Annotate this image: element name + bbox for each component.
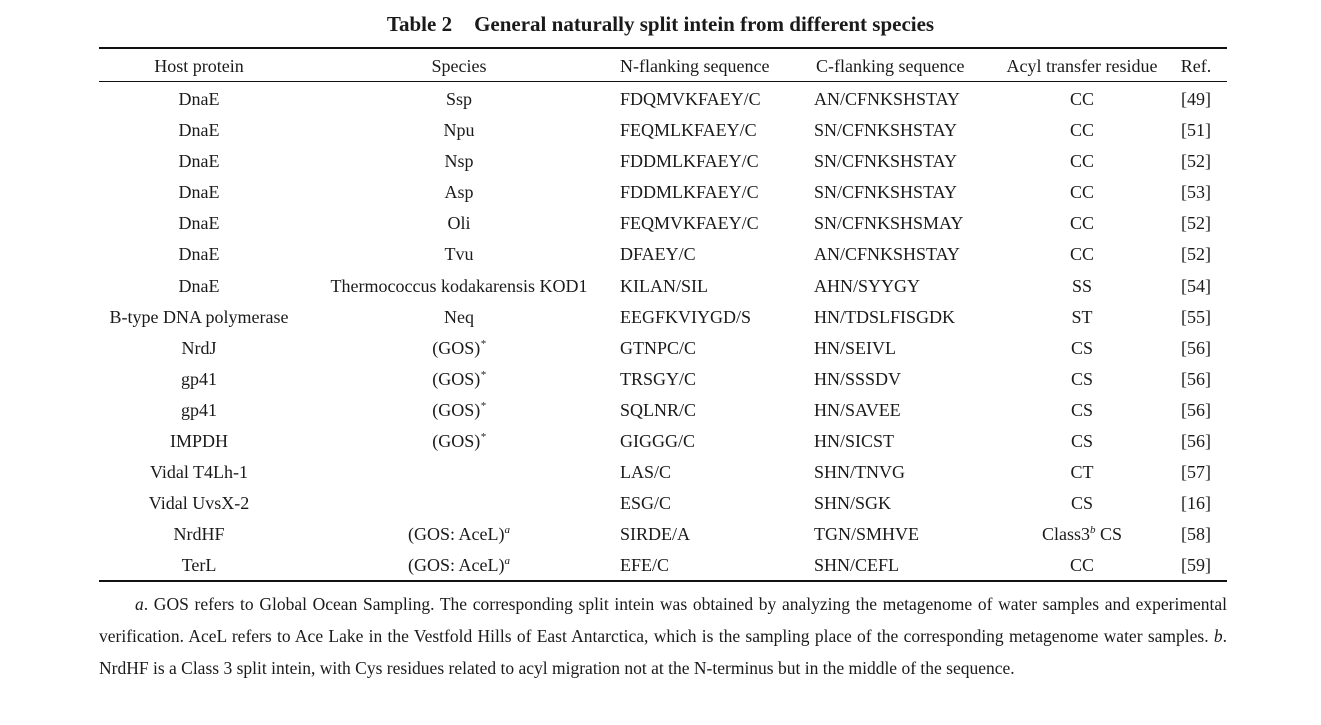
n-flanking-cell: LAS/C bbox=[620, 462, 672, 483]
header-host-protein: Host protein bbox=[154, 56, 244, 76]
acyl-footnote-mark: b bbox=[1089, 524, 1096, 537]
table-caption: General naturally split intein from different species bbox=[474, 12, 935, 36]
host-protein-cell: gp41 bbox=[181, 368, 217, 389]
species-cell: (GOS: AceL)$^a$ bbox=[408, 555, 510, 576]
host-protein-cell: DnaE bbox=[178, 151, 220, 172]
c-flanking-cell: HN/SAVEE bbox=[814, 399, 901, 420]
table-row bbox=[99, 519, 1227, 550]
header-acyl-transfer: Acyl transfer residue bbox=[1006, 56, 1158, 76]
header-ref: Ref. bbox=[1180, 56, 1212, 76]
species-cell: Neq bbox=[444, 306, 474, 327]
ref-cell: [53] bbox=[1181, 182, 1211, 203]
c-flanking-cell: SHN/SGK bbox=[814, 493, 892, 514]
table-notes bbox=[99, 588, 1227, 684]
host-protein-cell: DnaE bbox=[178, 120, 220, 141]
n-flanking-cell: FDQMVKFAEY/C bbox=[620, 89, 761, 109]
table-row bbox=[99, 271, 1227, 302]
c-flanking-cell: AN/CFNKSHSTAY bbox=[814, 89, 960, 109]
acyl-transfer-cell: CS bbox=[1070, 399, 1094, 420]
species-cell: Ssp bbox=[445, 89, 472, 109]
species-footnote-mark: * bbox=[480, 431, 486, 444]
top-rule bbox=[99, 47, 1227, 49]
ref-cell: [59] bbox=[1181, 555, 1211, 576]
acyl-transfer-cell: CS bbox=[1070, 431, 1094, 452]
header-n-flanking: N-flanking sequence bbox=[620, 56, 770, 76]
header-species: Species bbox=[431, 56, 487, 76]
table-row bbox=[99, 457, 1227, 488]
table-row bbox=[99, 239, 1227, 270]
species-footnote-mark: * bbox=[480, 368, 486, 381]
c-flanking-cell: HN/TDSLFISGDK bbox=[814, 306, 956, 327]
n-flanking-cell: GIGGG/C bbox=[620, 431, 695, 452]
species-cell: Thermococcus kodakarensis KOD1 bbox=[330, 275, 588, 296]
acyl-transfer-cell: Class3$^b$ CS bbox=[1041, 524, 1123, 545]
host-protein-cell: DnaE bbox=[178, 244, 220, 265]
table-row bbox=[99, 488, 1227, 519]
host-protein-cell: B-type DNA polymerase bbox=[109, 306, 289, 327]
table-row bbox=[99, 395, 1227, 426]
c-flanking-cell: HN/SICST bbox=[814, 431, 895, 452]
species-footnote-mark: * bbox=[480, 337, 486, 350]
table-row bbox=[99, 426, 1227, 457]
host-protein-cell: TerL bbox=[181, 555, 217, 576]
c-flanking-cell: AHN/SYYGY bbox=[814, 275, 921, 296]
c-flanking-cell: HN/SEIVL bbox=[814, 337, 896, 358]
acyl-transfer-cell: CS bbox=[1070, 368, 1094, 389]
species-footnote-mark: * bbox=[480, 399, 486, 412]
host-protein-cell: DnaE bbox=[178, 213, 220, 234]
table-title bbox=[0, 12, 1321, 37]
table-row bbox=[99, 333, 1227, 364]
c-flanking-cell: SN/CFNKSHSTAY bbox=[814, 182, 957, 203]
c-flanking-cell: SN/CFNKSHSMAY bbox=[814, 213, 964, 234]
footnote-a-text: . GOS refers to Global Ocean Sampling. The corresponding split intein was obtained by analyzing the metagenome of water samples and experimental verification. AceL refers to Ace Lake in the Vestfold Hills of East Antarctica, which is the sampling place of the corresponding metagenome water samples. bbox=[99, 594, 1227, 646]
ref-cell: [52] bbox=[1181, 213, 1211, 234]
ref-cell: [49] bbox=[1181, 89, 1211, 109]
acyl-transfer-cell: CS bbox=[1070, 337, 1094, 358]
footnote-a-label: a bbox=[135, 594, 144, 614]
ref-cell: [52] bbox=[1181, 244, 1211, 265]
n-flanking-cell: FDDMLKFAEY/C bbox=[620, 151, 759, 172]
table-row bbox=[99, 177, 1227, 208]
table-row bbox=[99, 115, 1227, 146]
species-cell: (GOS)* bbox=[432, 399, 486, 420]
species-cell: Nsp bbox=[444, 151, 474, 172]
host-protein-cell: IMPDH bbox=[169, 431, 228, 452]
species-cell: Oli bbox=[447, 213, 471, 234]
ref-cell: [16] bbox=[1181, 493, 1211, 514]
species-cell: Npu bbox=[443, 120, 475, 141]
ref-cell: [54] bbox=[1181, 275, 1211, 296]
table-row bbox=[99, 208, 1227, 239]
header-rule bbox=[99, 81, 1227, 82]
table-body bbox=[99, 84, 1227, 582]
species-cell: (GOS)* bbox=[432, 337, 486, 358]
ref-cell: [56] bbox=[1181, 399, 1211, 420]
ref-cell: [58] bbox=[1181, 524, 1211, 545]
species-footnote-mark: a bbox=[504, 524, 510, 537]
acyl-transfer-cell: CC bbox=[1069, 182, 1094, 203]
species-cell: Tvu bbox=[444, 244, 474, 265]
ref-cell: [56] bbox=[1181, 337, 1211, 358]
host-protein-cell: DnaE bbox=[178, 89, 220, 109]
host-protein-cell: Vidal T4Lh-1 bbox=[149, 462, 249, 483]
acyl-transfer-cell: SS bbox=[1071, 275, 1093, 296]
ref-cell: [56] bbox=[1181, 431, 1211, 452]
table-row bbox=[99, 364, 1227, 395]
n-flanking-cell: EEGFKVIYGD/S bbox=[620, 306, 752, 327]
host-protein-cell: DnaE bbox=[178, 182, 220, 203]
acyl-transfer-cell: CC bbox=[1069, 151, 1094, 172]
n-flanking-cell: EFE/C bbox=[620, 555, 670, 576]
acyl-transfer-cell: CC bbox=[1069, 213, 1094, 234]
acyl-transfer-cell: CC bbox=[1069, 89, 1094, 109]
n-flanking-cell: TRSGY/C bbox=[620, 368, 697, 389]
ref-cell: [52] bbox=[1181, 151, 1211, 172]
footnote-b-label: b bbox=[1213, 626, 1223, 646]
table-row bbox=[99, 146, 1227, 177]
acyl-transfer-cell: CS bbox=[1070, 493, 1094, 514]
host-protein-cell: Vidal UvsX-2 bbox=[148, 493, 250, 514]
species-cell: (GOS: AceL)$^a$ bbox=[408, 524, 510, 545]
table-number: Table 2 bbox=[386, 12, 453, 36]
n-flanking-cell: DFAEY/C bbox=[620, 244, 696, 265]
ref-cell: [55] bbox=[1181, 306, 1211, 327]
species-cell: Asp bbox=[444, 182, 474, 203]
c-flanking-cell: SHN/TNVG bbox=[814, 462, 906, 483]
acyl-transfer-cell: CC bbox=[1069, 120, 1094, 141]
c-flanking-cell: SN/CFNKSHSTAY bbox=[814, 120, 957, 141]
host-protein-cell: gp41 bbox=[181, 399, 217, 420]
bottom-rule bbox=[99, 580, 1227, 582]
species-cell bbox=[319, 488, 599, 519]
table-header bbox=[99, 54, 1227, 78]
ref-cell: [56] bbox=[1181, 368, 1211, 389]
species-cell: (GOS)* bbox=[432, 431, 486, 452]
footnote-b-text: . NrdHF is a Class 3 split intein, with Cys residues related to acyl migration not at the N-terminus but in the middle of the sequence. bbox=[99, 626, 1227, 678]
n-flanking-cell: ESG/C bbox=[620, 493, 672, 514]
ref-cell: [57] bbox=[1181, 462, 1211, 483]
n-flanking-cell: KILAN/SIL bbox=[620, 275, 708, 296]
acyl-transfer-cell: CC bbox=[1069, 555, 1094, 576]
acyl-transfer-cell: CT bbox=[1070, 462, 1094, 483]
n-flanking-cell: SIRDE/A bbox=[620, 524, 691, 545]
host-protein-cell: NrdHF bbox=[173, 524, 225, 545]
c-flanking-cell: HN/SSSDV bbox=[814, 368, 902, 389]
c-flanking-cell: SN/CFNKSHSTAY bbox=[814, 151, 957, 172]
host-protein-cell: DnaE bbox=[178, 275, 220, 296]
acyl-transfer-cell: ST bbox=[1071, 306, 1093, 327]
n-flanking-cell: FEQMVKFAEY/C bbox=[620, 213, 759, 234]
n-flanking-cell: GTNPC/C bbox=[620, 337, 697, 358]
species-cell bbox=[319, 457, 599, 488]
species-cell: (GOS)* bbox=[432, 368, 486, 389]
acyl-transfer-cell: CC bbox=[1069, 244, 1094, 265]
c-flanking-cell: AN/CFNKSHSTAY bbox=[814, 244, 960, 265]
footnote bbox=[99, 588, 1227, 684]
header-c-flanking: C-flanking sequence bbox=[816, 56, 965, 76]
table-row bbox=[99, 302, 1227, 333]
n-flanking-cell: FEQMLKFAEY/C bbox=[620, 120, 757, 141]
n-flanking-cell: FDDMLKFAEY/C bbox=[620, 182, 759, 203]
host-protein-cell: NrdJ bbox=[181, 337, 217, 358]
table-row bbox=[99, 550, 1227, 581]
n-flanking-cell: SQLNR/C bbox=[620, 399, 697, 420]
c-flanking-cell: TGN/SMHVE bbox=[814, 524, 920, 545]
ref-cell: [51] bbox=[1181, 120, 1211, 141]
c-flanking-cell: SHN/CEFL bbox=[814, 555, 900, 576]
species-footnote-mark: a bbox=[504, 555, 510, 568]
table-row bbox=[99, 84, 1227, 115]
